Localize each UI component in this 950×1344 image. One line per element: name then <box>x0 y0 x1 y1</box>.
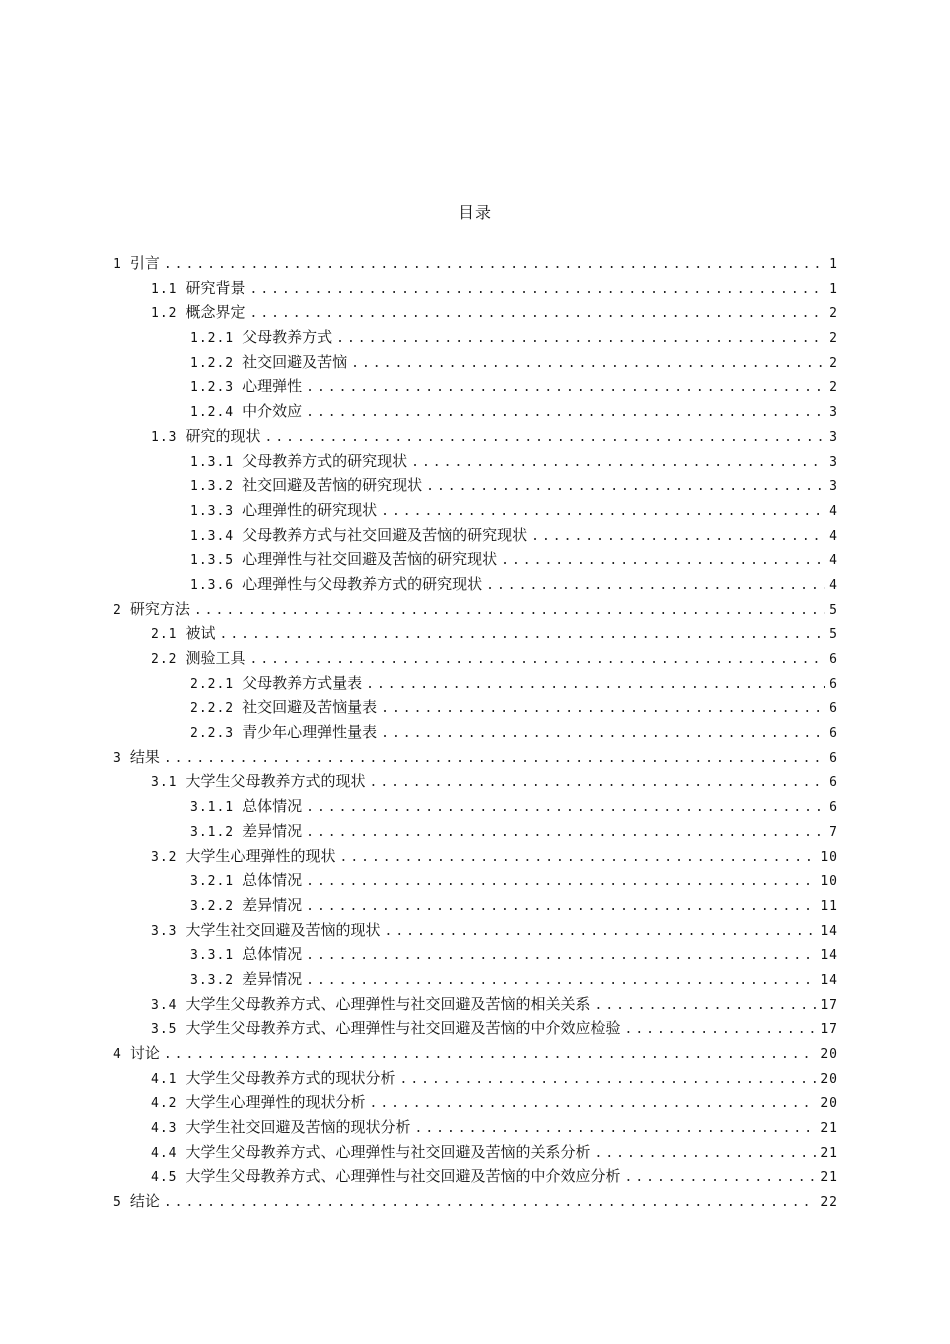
dot-leader <box>265 426 826 451</box>
dot-leader <box>306 401 825 426</box>
toc-entry[interactable] <box>113 918 838 943</box>
dot-leader <box>381 500 825 525</box>
dot-leader <box>164 747 825 772</box>
toc-entry-page: 20 <box>820 1071 838 1087</box>
toc-entry-number: 4.1 <box>151 1071 178 1087</box>
toc-entry-title: 大学生心理弹性的现状 <box>185 846 336 865</box>
toc-entry-number: 4.2 <box>151 1096 178 1112</box>
dot-leader <box>531 525 825 550</box>
toc-entry-page: 5 <box>829 627 838 643</box>
toc-entry-page: 4 <box>829 528 838 544</box>
toc-entry-page: 17 <box>820 1022 838 1038</box>
toc-entry-title: 大学生父母教养方式、心理弹性与社交回避及苦恼的中介效应分析 <box>185 1167 621 1186</box>
toc-entry-title: 研究的现状 <box>185 426 261 445</box>
toc-entry-page: 11 <box>820 898 838 914</box>
toc-entry-title: 结论 <box>129 1192 160 1211</box>
toc-entry-page: 5 <box>829 602 838 618</box>
toc-entry-number: 2.2 <box>151 652 178 667</box>
dot-leader <box>164 1043 817 1068</box>
toc-entry-title: 研究背景 <box>185 278 246 297</box>
toc-entry[interactable] <box>113 325 838 350</box>
toc-entry[interactable] <box>113 251 838 276</box>
toc-entry-title: 测验工具 <box>185 649 246 667</box>
toc-entry-title: 大学生社交回避及苦恼的现状分析 <box>185 1118 411 1137</box>
toc-entry-title: 概念界定 <box>185 303 246 322</box>
toc-entry-number: 3 <box>113 750 122 766</box>
dot-leader <box>625 1166 817 1191</box>
toc-entry-number: 3.2.1 <box>190 874 235 890</box>
toc-entry-title: 讨论 <box>129 1044 160 1062</box>
toc-entry[interactable] <box>113 671 838 696</box>
toc-entry-title: 心理弹性 <box>242 377 303 396</box>
toc-entry-page: 10 <box>820 849 838 865</box>
toc-entry-number: 4.5 <box>151 1170 178 1186</box>
toc-entry[interactable] <box>113 276 838 301</box>
toc-entry-title: 社交回避及苦恼的研究现状 <box>242 476 423 495</box>
toc-entry[interactable] <box>113 1140 838 1165</box>
toc-entry-page: 6 <box>829 652 838 667</box>
dot-leader <box>164 253 825 278</box>
toc-entry-page: 10 <box>820 874 838 890</box>
dot-leader <box>370 771 826 796</box>
toc-entry-title: 心理弹性与社交回避及苦恼的研究现状 <box>242 550 498 569</box>
toc-entry-title: 社交回避及苦恼 <box>242 352 348 371</box>
toc-entry[interactable] <box>113 1115 838 1140</box>
toc-entry[interactable] <box>113 449 838 474</box>
dot-leader <box>595 994 817 1019</box>
toc-entry[interactable] <box>113 473 838 498</box>
toc-entry-page: 6 <box>829 676 838 692</box>
toc-entry-title: 心理弹性的研究现状 <box>242 500 378 519</box>
dot-leader <box>625 1018 817 1043</box>
toc-entry[interactable] <box>113 572 838 597</box>
toc-entry-number: 2.2.2 <box>190 701 235 717</box>
toc-entry-page: 3 <box>829 429 838 445</box>
toc-entry-number: 3.4 <box>151 997 178 1013</box>
toc-entry[interactable] <box>113 794 838 819</box>
toc-entry[interactable] <box>113 498 838 523</box>
toc-entry-number: 1.2.4 <box>190 405 235 421</box>
toc-entry-number: 3.3.1 <box>190 948 235 964</box>
toc-entry-page: 4 <box>829 503 838 519</box>
toc-entry-page: 3 <box>829 405 838 421</box>
toc-entry[interactable] <box>113 646 838 671</box>
toc-entry-page: 21 <box>820 1145 838 1161</box>
dot-leader <box>400 1068 817 1093</box>
toc-entry-title: 大学生父母教养方式的现状 <box>185 772 366 791</box>
dot-leader <box>336 327 825 352</box>
toc-entry-title: 研究方法 <box>129 599 190 618</box>
toc-entry-title: 结果 <box>129 747 160 766</box>
dot-leader <box>194 599 825 624</box>
dot-leader <box>595 1142 817 1167</box>
toc-entry[interactable] <box>113 695 838 720</box>
toc-entry[interactable] <box>113 1041 838 1066</box>
toc-entry[interactable] <box>113 868 838 893</box>
toc-entry-page: 7 <box>829 824 838 840</box>
toc-entry-title: 差异情况 <box>242 821 303 840</box>
table-of-contents <box>113 251 838 1214</box>
toc-entry[interactable] <box>113 300 838 325</box>
toc-entry-number: 2.2.3 <box>190 726 235 742</box>
page-title: 目录 <box>457 203 492 222</box>
dot-leader <box>501 549 825 574</box>
toc-entry-page: 4 <box>829 553 838 569</box>
toc-entry-number: 1.3.6 <box>190 577 235 593</box>
toc-entry-title: 总体情况 <box>242 871 303 890</box>
dot-leader <box>164 1191 817 1216</box>
toc-entry[interactable] <box>113 769 838 794</box>
toc-entry-number: 1.3 <box>151 429 178 445</box>
dot-leader <box>306 969 816 994</box>
toc-entry[interactable] <box>113 1189 838 1214</box>
toc-entry-number: 3.2.2 <box>190 898 235 914</box>
toc-entry[interactable] <box>113 1016 838 1041</box>
dot-leader <box>415 1117 817 1142</box>
toc-entry-number: 1 <box>113 257 122 272</box>
dot-leader <box>220 623 826 648</box>
toc-entry-title: 总体情况 <box>242 945 303 964</box>
toc-entry-title: 大学生父母教养方式、心理弹性与社交回避及苦恼的关系分析 <box>185 1142 591 1161</box>
dot-leader <box>306 895 816 920</box>
dot-leader <box>250 302 826 327</box>
toc-entry-number: 3.5 <box>151 1022 178 1038</box>
toc-entry-title: 大学生社交回避及苦恼的现状 <box>185 920 381 939</box>
toc-entry-title: 被试 <box>185 624 216 643</box>
toc-entry-title: 父母教养方式的研究现状 <box>242 451 408 470</box>
dot-leader <box>250 648 826 673</box>
toc-entry[interactable] <box>113 967 838 992</box>
toc-entry-title: 中介效应 <box>242 402 303 421</box>
toc-entry-number: 1.1 <box>151 281 178 297</box>
toc-entry-number: 4 <box>113 1047 122 1062</box>
dot-leader <box>370 1092 817 1117</box>
toc-entry-title: 大学生心理弹性的现状分析 <box>185 1093 366 1112</box>
dot-leader <box>250 278 826 303</box>
toc-entry-number: 3.1.2 <box>190 824 235 840</box>
toc-entry-page: 2 <box>829 306 838 322</box>
toc-entry-title: 引言 <box>129 254 160 272</box>
toc-entry[interactable] <box>113 942 838 967</box>
toc-entry-number: 1.3.1 <box>190 454 235 470</box>
toc-entry-page: 21 <box>820 1170 838 1186</box>
toc-entry[interactable] <box>113 374 838 399</box>
toc-entry-number: 3.2 <box>151 849 178 865</box>
dot-leader <box>381 697 825 722</box>
dot-leader <box>306 821 825 846</box>
toc-entry-page: 4 <box>829 577 838 593</box>
toc-entry[interactable] <box>113 1090 838 1115</box>
toc-entry-title: 差异情况 <box>242 895 303 914</box>
toc-entry-number: 5 <box>113 1195 122 1211</box>
toc-entry-number: 3.1 <box>151 775 178 791</box>
toc-entry-page: 17 <box>820 997 838 1013</box>
toc-entry-page: 6 <box>829 775 838 791</box>
toc-entry[interactable] <box>113 621 838 646</box>
toc-entry-page: 2 <box>829 355 838 371</box>
toc-entry-title: 大学生父母教养方式的现状分析 <box>185 1068 396 1087</box>
toc-entry[interactable] <box>113 893 838 918</box>
toc-entry[interactable] <box>113 597 838 622</box>
toc-entry[interactable] <box>113 1066 838 1091</box>
toc-entry-number: 1.3.2 <box>190 479 235 495</box>
toc-entry[interactable] <box>113 819 838 844</box>
toc-entry-number: 4.4 <box>151 1145 178 1161</box>
dot-leader <box>351 352 825 377</box>
toc-entry[interactable] <box>113 523 838 548</box>
toc-entry-number: 4.3 <box>151 1121 178 1137</box>
toc-entry-number: 3.3 <box>151 923 178 939</box>
toc-entry-page: 6 <box>829 701 838 717</box>
dot-leader <box>385 920 817 945</box>
dot-leader <box>340 846 817 871</box>
toc-entry-title: 父母教养方式量表 <box>242 673 363 692</box>
toc-entry[interactable] <box>113 424 838 449</box>
toc-entry-number: 2.1 <box>151 627 178 643</box>
dot-leader <box>381 722 825 747</box>
toc-entry-title: 心理弹性与父母教养方式的研究现状 <box>242 574 483 593</box>
dot-leader <box>366 673 825 698</box>
toc-entry-page: 22 <box>820 1195 838 1211</box>
dot-leader <box>426 475 825 500</box>
toc-entry-number: 2 <box>113 602 122 618</box>
toc-entry-title: 大学生父母教养方式、心理弹性与社交回避及苦恼的相关关系 <box>185 994 591 1013</box>
toc-entry-page: 1 <box>829 281 838 297</box>
toc-entry-page: 3 <box>829 479 838 495</box>
toc-entry[interactable] <box>113 399 838 424</box>
toc-entry-title: 父母教养方式 <box>242 328 333 347</box>
toc-entry-number: 1.2.3 <box>190 380 235 396</box>
toc-entry-page: 21 <box>820 1121 838 1137</box>
toc-entry[interactable] <box>113 745 838 770</box>
toc-entry-number: 1.2.1 <box>190 331 235 347</box>
dot-leader <box>486 574 825 599</box>
toc-entry-title: 差异情况 <box>242 969 303 988</box>
dot-leader <box>411 451 825 476</box>
dot-leader <box>306 870 816 895</box>
toc-entry-title: 父母教养方式与社交回避及苦恼的研究现状 <box>242 525 528 544</box>
dot-leader <box>306 944 816 969</box>
dot-leader <box>306 376 825 401</box>
toc-entry[interactable] <box>113 844 838 869</box>
toc-entry-page: 1 <box>829 257 838 272</box>
toc-entry-page: 6 <box>829 800 838 816</box>
toc-entry-page: 6 <box>829 750 838 766</box>
toc-entry-number: 1.3.4 <box>190 528 235 544</box>
toc-entry-number: 3.1.1 <box>190 800 235 816</box>
toc-entry-page: 20 <box>820 1047 838 1062</box>
toc-entry[interactable] <box>113 992 838 1017</box>
toc-entry-page: 20 <box>820 1096 838 1112</box>
toc-entry-title: 青少年心理弹性量表 <box>242 723 378 742</box>
toc-entry-page: 2 <box>829 331 838 347</box>
toc-entry[interactable] <box>113 350 838 375</box>
toc-entry-number: 1.3.3 <box>190 503 235 519</box>
toc-entry-title: 社交回避及苦恼量表 <box>242 698 378 717</box>
toc-entry-page: 14 <box>820 923 838 939</box>
toc-entry-page: 3 <box>829 454 838 470</box>
toc-entry-page: 14 <box>820 948 838 964</box>
toc-entry-number: 3.3.2 <box>190 972 235 988</box>
toc-entry-number: 1.3.5 <box>190 553 235 569</box>
dot-leader <box>306 796 825 821</box>
toc-entry[interactable] <box>113 1164 838 1189</box>
toc-entry-page: 6 <box>829 726 838 742</box>
toc-entry-page: 2 <box>829 380 838 396</box>
toc-entry-title: 大学生父母教养方式、心理弹性与社交回避及苦恼的中介效应检验 <box>185 1019 621 1038</box>
toc-entry-number: 2.2.1 <box>190 676 235 692</box>
toc-entry-number: 1.2.2 <box>190 355 235 371</box>
toc-entry-page: 14 <box>820 972 838 988</box>
toc-entry[interactable] <box>113 720 838 745</box>
toc-entry[interactable] <box>113 547 838 572</box>
toc-entry-number: 1.2 <box>151 306 178 322</box>
toc-entry-title: 总体情况 <box>242 797 303 816</box>
